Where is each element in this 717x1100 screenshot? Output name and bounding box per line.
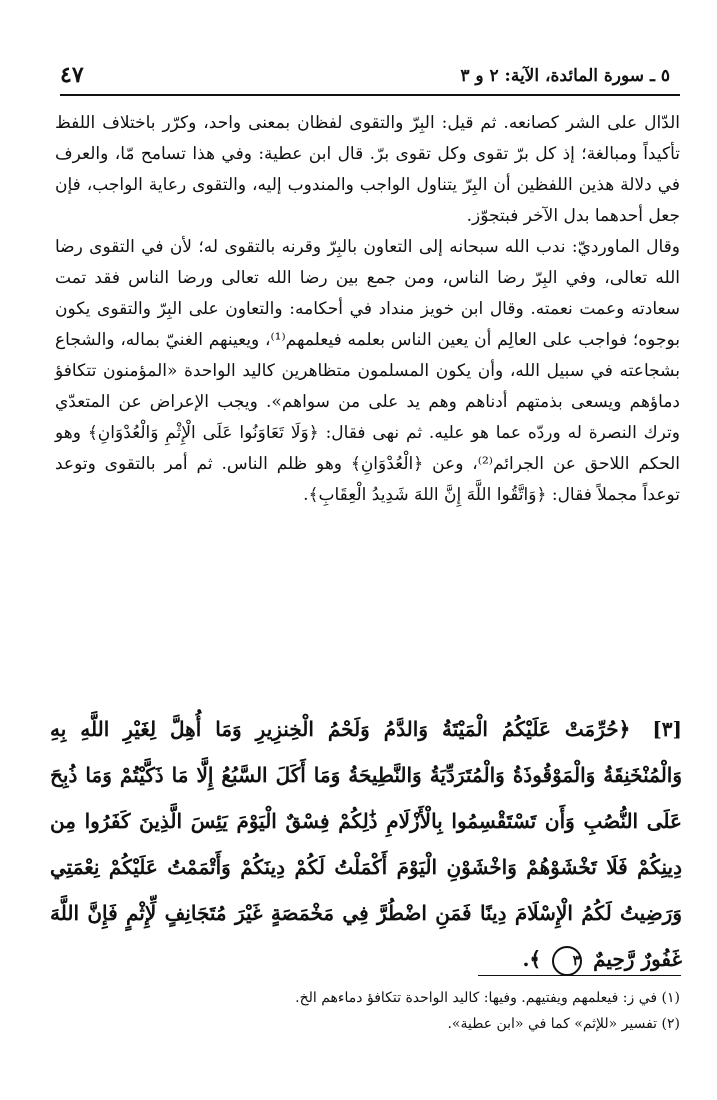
running-header <box>60 60 680 96</box>
verse-number: [٣] <box>652 717 682 741</box>
footnote: (١) في ز: فيعلمهم ويفتيهم. وفيها: كاليد الواحدة تتكافؤ دماءهم الخ. <box>295 990 680 1006</box>
footnote: (٢) تفسير «للإثم» كما في «ابن عطية». <box>447 1016 680 1032</box>
footnotes <box>60 985 680 1037</box>
verse-text: ﴿حُرِّمَتْ عَلَيْكُمُ الْمَيْتَةُ وَالدَّمُ وَلَحْمُ الْخِنزِيرِ وَمَا أُهِلَّ لِغَيْرِ اللَّهِ بِهِ وَالْمُنْخَنِقَةُ وَالْمَوْقُوذَةُ وَالْمُتَرَدِّيَةُ وَالنَّطِيحَةُ وَمَا أَكَلَ السَّبُعُ إِلَّا مَا ذَكَّيْتُمْ وَمَا ذُبِحَ عَلَى النُّصُبِ وَأَن تَسْتَقْسِمُوا بِالْأَزْلَامِ ذَٰلِكُمْ فِسْقٌ الْيَوْمَ يَئِسَ الَّذِينَ كَفَرُوا مِن دِينِكُمْ فَلَا تَخْشَوْهُمْ وَاخْشَوْنِ الْيَوْمَ أَكْمَلْتُ لَكُمْ دِينَكُمْ وَأَتْمَمْتُ عَلَيْكُمْ نِعْمَتِي وَرَضِيتُ لَكُمُ الْإِسْلَامَ دِينًا فَمَنِ اضْطُرَّ فِي مَخْمَصَةٍ غَيْرَ مُتَجَانِفٍ لِّإِثْمٍ فَإِنَّ اللَّهَ غَفُورٌ رَّحِيمٌ <box>50 717 682 971</box>
ayah-end-marker: ٣ <box>552 946 582 976</box>
verse-closing: ﴾. <box>522 947 542 971</box>
header-divider <box>60 94 680 96</box>
commentary-paragraph: الدّال على الشر كصانعه. ثم قيل: البِرّ والتقوى لفظان بمعنى واحد، وكرّر باختلاف اللفظ تأكيداً ومبالغة؛ إذ كل برّ تقوى وكل تقوى برّ. قال ابن عطية: وفي هذا تسامح مّا، والعرف في دلالة هذين اللفظين أن البِرّ يتناول الواجب والمندوب إليه، والتقوى رعاية الواجب، فإن جعل أحدهما بدل الآخر فبتجوّز. <box>55 113 680 226</box>
quran-verse <box>50 706 682 982</box>
footnote-divider <box>478 975 681 976</box>
commentary-text <box>55 108 680 511</box>
surah-ayah-title: ٥ ـ سورة المائدة، الآية: ٢ و ٣ <box>460 66 670 86</box>
commentary-paragraph: وقال الماورديّ: ندب الله سبحانه إلى التعاون بالبِرّ وقرنه بالتقوى له؛ لأن في التقوى رضا الله تعالى، وفي البِرّ رضا الناس، ومن جمع بين رضا الله تعالى ورضا الناس فقد تمت سعادته وعمت نعمته. وقال ابن خويز منداد في أحكامه: والتعاون على البِرّ والتقوى يكون بوجوه؛ فواجب على العالِم أن يعين الناس بعلمه فيعلمهم⁽¹⁾، ويعينهم الغنيّ بماله، والشجاع بشجاعته في سبيل الله، وأن يكون المسلمون متظاهرين كاليد الواحدة «المؤمنون تتكافؤ دماؤهم ويسعى بذمتهم أدناهم وهم يد على من سواهم». ويجب الإعراض عن المتعدّي وترك النصرة له وردّه عما هو عليه. ثم نهى فقال: ﴿وَلَا تَعَاوَنُوا عَلَى الْإِثْمِ وَالْعُدْوَانِ﴾ وهو الحكم اللاحق عن الجرائم⁽²⁾، وعن ﴿الْعُدْوَانِ﴾ وهو ظلم الناس. ثم أمر بالتقوى وتوعد توعداً مجملاً فقال: ﴿وَاتَّقُوا اللَّهَ إِنَّ اللهَ شَدِيدُ الْعِقَابِ﴾. <box>55 237 680 505</box>
page-number: ٤٧ <box>60 62 84 88</box>
